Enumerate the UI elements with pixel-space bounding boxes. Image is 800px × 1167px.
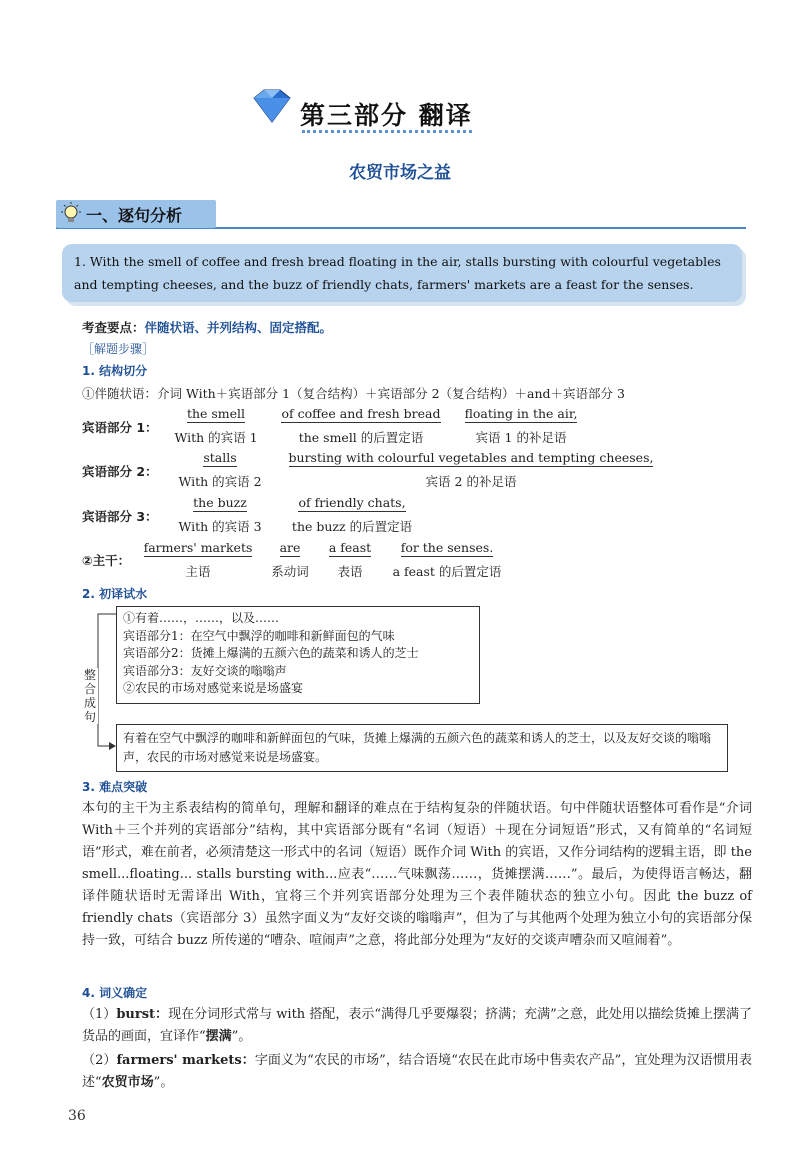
merge-char: 整 (84, 668, 97, 682)
step4-heading: 4. 词义确定 (82, 986, 148, 1000)
result-text: 有着在空气中飘浮的咖啡和新鲜面包的气味，货摊上爆满的五颜六色的蔬菜和诱人的芝士，以及友好交谈的嗡嗡声，农民的市场对感觉来说是场盛宴。 (123, 731, 712, 764)
section-title: 一、逐句分析 (86, 206, 183, 225)
obj2-top-1: stalls (203, 450, 237, 465)
merge-label (84, 668, 98, 724)
result-box (116, 724, 728, 772)
page-number: 36 (68, 1108, 86, 1124)
step2-heading: 2. 初译试水 (82, 587, 148, 601)
step1-heading: 1. 结构切分 (82, 364, 148, 378)
obj2-bottom-2: 宾语 2 的补足语 (425, 474, 517, 489)
obj1-label: 宾语部分 1： (82, 420, 158, 435)
item1-end: ”。 (231, 1029, 252, 1044)
sentence-text: 1. With the smell of coffee and fresh bread floating in the air, stalls bursting with colourful vegetables and tempting cheeses, and the buzz of friendly chats, farmers' markets are a feast for the senses. (74, 254, 721, 292)
merge-char: 成 (84, 696, 97, 710)
obj1-bottom-2: the smell 的后置定语 (298, 430, 424, 445)
item2-body: 字面义为“农民的市场”，结合语境“农民在此市场中售卖农产品”，宜处理为汉语惯用表述“ (82, 1053, 752, 1090)
item2-number: （2） (82, 1053, 117, 1068)
steps-label: ［解题步骤］ (82, 342, 155, 356)
main-top-2: are (279, 540, 301, 555)
step4-item2 (82, 1050, 752, 1094)
main-bottom-2: 系动词 (271, 564, 309, 579)
main-top-1: farmers' markets (143, 540, 253, 555)
key-points-label: 考查要点： (82, 320, 145, 335)
item1-body: 现在分词形式常与 with 搭配，表示“满得几乎要爆裂；挤满；充满”之意，此处用以描绘货摊上摆满了货品的画面，宜译作“ (82, 1007, 752, 1044)
bracket-connector (96, 612, 118, 752)
draft-box (116, 606, 480, 704)
article-title: 农贸市场之益 (349, 163, 451, 183)
item1-term: burst： (116, 1007, 169, 1022)
obj1-top-2: of coffee and fresh bread (281, 406, 441, 421)
obj2-top-2: bursting with colourful vegetables and tempting cheeses, (288, 450, 654, 465)
lightbulb-icon (58, 201, 84, 231)
draft-line: 宾语部分3：友好交谈的嗡嗡声 (123, 663, 287, 678)
main-top-4: for the senses. (400, 540, 494, 555)
obj3-bottom-1: With 的宾语 3 (178, 519, 262, 534)
part-title: 第三部分 翻译 (300, 101, 473, 130)
step3-heading: 3. 难点突破 (82, 780, 148, 794)
obj2-label: 宾语部分 2： (82, 464, 158, 479)
item1-number: （1） (82, 1007, 117, 1022)
item2-answer: 农贸市场 (101, 1075, 154, 1090)
draft-line: ①有着……，……，以及…… (123, 611, 280, 625)
main-bottom-4: a feast 的后置定语 (392, 564, 502, 579)
main-bottom-1: 主语 (185, 564, 211, 579)
obj1-top-1: the smell (186, 406, 246, 421)
step3-body: 本句的主干为主系表结构的简单句，理解和翻译的难点在于结构复杂的伴随状语。句中伴随状语整体可看作是“介词 With＋三个并列的宾语部分”结构，其中宾语部分既有“名词（短语）＋现在分词短语”形式，又有简单的“名词短语”形式，难在前者，必须清楚这一形式中的名词（短语）既作介词 With 的宾语，又作分词结构的逻辑主语，即 the smell...floating... stalls bursting with...应表“……气味飘荡……，货摊摆满……”。最后，为使得语言畅达，翻译伴随状语时无需译出 With，宜将三个并列宾语部分处理为三个表伴随状态的独立小句。因此 the buzz of friendly chats（宾语部分 3）虽然字面义为“友好交谈的嗡嗡声”，但为了与其他两个处理为独立小句的宾语部分保持一致，可结合 buzz 所传递的“嘈杂、喧闹声”之意，将此部分处理为“友好的交谈声嘈杂而又喧闹着”。 (82, 801, 752, 948)
main-label: ②主干： (82, 553, 131, 568)
draft-line: ②农民的市场对感觉来说是场盛宴 (123, 681, 304, 695)
key-points-value: 伴随状语、并列结构、固定搭配。 (144, 320, 333, 335)
draft-line: 宾语部分2：货摊上爆满的五颜六色的蔬菜和诱人的芝士 (123, 646, 419, 660)
item2-end: ”。 (153, 1075, 174, 1090)
obj1-top-3: floating in the air, (464, 406, 578, 421)
obj2-bottom-1: With 的宾语 2 (178, 474, 262, 489)
main-top-3: a feast (328, 540, 372, 555)
diamond-icon (246, 86, 296, 130)
key-points (82, 318, 332, 336)
main-bottom-3: 表语 (337, 564, 363, 579)
merge-char: 合 (84, 682, 97, 696)
obj3-label: 宾语部分 3： (82, 509, 158, 524)
obj3-top-2: of friendly chats, (298, 495, 406, 510)
obj3-bottom-2: the buzz 的后置定语 (291, 519, 413, 534)
obj3-top-1: the buzz (193, 495, 247, 510)
item1-answer: 摆满 (205, 1029, 232, 1044)
title-dotted-rule (302, 130, 472, 133)
step1-line1: ①伴随状语：介词 With＋宾语部分 1（复合结构）＋宾语部分 2（复合结构）＋and＋宾语部分 3 (82, 386, 625, 401)
step4-item1 (82, 1004, 752, 1048)
draft-line: 宾语部分1：在空气中飘浮的咖啡和新鲜面包的气味 (123, 628, 395, 643)
merge-char: 句 (84, 710, 97, 724)
item2-term: farmers' markets： (116, 1053, 255, 1068)
obj1-bottom-1: With 的宾语 1 (174, 430, 258, 445)
obj1-bottom-3: 宾语 1 的补足语 (475, 430, 567, 445)
